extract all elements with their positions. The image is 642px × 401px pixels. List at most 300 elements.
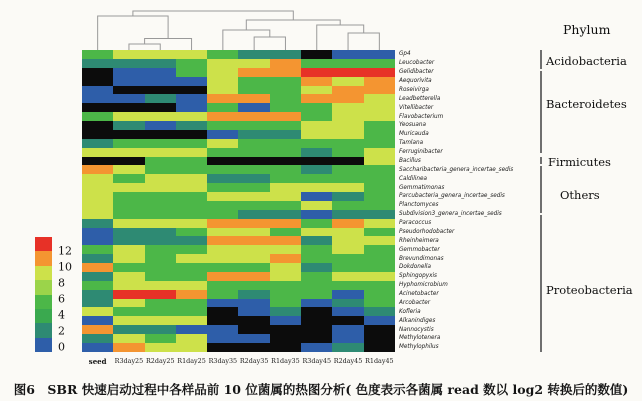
heatmap-cell xyxy=(238,334,269,343)
heatmap-cell xyxy=(301,334,332,343)
heatmap-cell xyxy=(238,272,269,281)
heatmap-cell xyxy=(207,68,238,77)
heatmap-row-Pseudorhodobacter xyxy=(82,228,395,237)
heatmap-cell xyxy=(207,325,238,334)
heatmap-cell xyxy=(145,236,176,245)
row-label-Rheinheimera: Rheinheimera xyxy=(399,237,439,244)
heatmap-cell xyxy=(238,165,269,174)
heatmap-cell xyxy=(332,281,363,290)
heatmap-cell xyxy=(113,316,144,325)
heatmap-cell xyxy=(301,272,332,281)
heatmap-cell xyxy=(207,165,238,174)
legend-band xyxy=(35,295,52,309)
heatmap-cell xyxy=(364,228,395,237)
heatmap-cell xyxy=(82,130,113,139)
heatmap-cell xyxy=(270,236,301,245)
heatmap-cell xyxy=(364,316,395,325)
heatmap-cell xyxy=(301,68,332,77)
heatmap-cell xyxy=(113,254,144,263)
heatmap-cell xyxy=(332,86,363,95)
heatmap-cell xyxy=(364,343,395,352)
heatmap-cell xyxy=(82,245,113,254)
row-label-Muricauda: Muricauda xyxy=(399,131,429,138)
heatmap-cell xyxy=(176,183,207,192)
heatmap-cell xyxy=(207,183,238,192)
row-label-Brevundimonas: Brevundimonas xyxy=(399,255,444,262)
heatmap-cell xyxy=(176,121,207,130)
heatmap-cell xyxy=(301,201,332,210)
heatmap-row-Yeosuana xyxy=(82,121,395,130)
heatmap-cell xyxy=(176,245,207,254)
heatmap-cell xyxy=(301,228,332,237)
heatmap-cell xyxy=(82,157,113,166)
heatmap-cell xyxy=(238,59,269,68)
heatmap-cell xyxy=(113,139,144,148)
heatmap-cell xyxy=(207,334,238,343)
column-label-R3day45: R3day45 xyxy=(302,357,332,365)
phylum-label-proteobacteria: Proteobacteria xyxy=(546,283,633,297)
heatmap-cell xyxy=(238,228,269,237)
legend-tick-4: 4 xyxy=(58,308,65,322)
column-label-R2day45: R2day45 xyxy=(333,357,363,365)
heatmap-cell xyxy=(238,121,269,130)
column-label-R3day35: R3day35 xyxy=(208,357,238,365)
heatmap-cell xyxy=(364,281,395,290)
heatmap-cell xyxy=(301,165,332,174)
heatmap-cell xyxy=(364,86,395,95)
heatmap-cell xyxy=(332,307,363,316)
heatmap-row-Rheinheimera xyxy=(82,236,395,245)
heatmap-cell xyxy=(364,192,395,201)
heatmap-row-Dokdonella xyxy=(82,263,395,272)
heatmap-cell xyxy=(145,219,176,228)
heatmap-cell xyxy=(270,254,301,263)
heatmap-cell xyxy=(82,281,113,290)
heatmap-cell xyxy=(238,245,269,254)
heatmap-cell xyxy=(332,77,363,86)
heatmap-cell xyxy=(176,236,207,245)
row-label-Arcobacter: Arcobacter xyxy=(399,299,431,306)
heatmap-cell xyxy=(145,68,176,77)
heatmap-cell xyxy=(238,210,269,219)
heatmap-cell xyxy=(332,325,363,334)
heatmap-cell xyxy=(82,263,113,272)
heatmap-cell xyxy=(82,254,113,263)
heatmap-cell xyxy=(301,290,332,299)
heatmap-cell xyxy=(82,59,113,68)
heatmap-cell xyxy=(207,236,238,245)
phylum-label-firmicutes: Firmicutes xyxy=(548,155,611,169)
heatmap-cell xyxy=(238,201,269,210)
heatmap-cell xyxy=(113,121,144,130)
heatmap-cell xyxy=(113,228,144,237)
heatmap-cell xyxy=(82,103,113,112)
heatmap-cell xyxy=(176,201,207,210)
heatmap-row-Flavobacterium xyxy=(82,112,395,121)
heatmap-cell xyxy=(332,316,363,325)
heatmap-cell xyxy=(82,343,113,352)
heatmap-cell xyxy=(113,325,144,334)
bracket-segment xyxy=(540,157,542,164)
heatmap-cell xyxy=(270,183,301,192)
heatmap-cell xyxy=(364,325,395,334)
heatmap-cell xyxy=(238,77,269,86)
heatmap-cell xyxy=(145,148,176,157)
heatmap-row-Sphingopyxis xyxy=(82,272,395,281)
row-label-Ferruginibacter: Ferruginibacter xyxy=(399,149,443,156)
heatmap-cell xyxy=(270,219,301,228)
heatmap-cell xyxy=(82,86,113,95)
heatmap-cell xyxy=(176,228,207,237)
heatmap-cell xyxy=(301,157,332,166)
heatmap-row-Caldilinea xyxy=(82,174,395,183)
heatmap-cell xyxy=(332,228,363,237)
heatmap-cell xyxy=(301,263,332,272)
heatmap-cell xyxy=(332,245,363,254)
heatmap-cell xyxy=(176,263,207,272)
heatmap-row-Parcubacteria_genera_incertae_sedis xyxy=(82,192,395,201)
heatmap-cell xyxy=(176,219,207,228)
heatmap-cell xyxy=(301,245,332,254)
heatmap-row-Gp4 xyxy=(82,50,395,59)
heatmap-cell xyxy=(82,121,113,130)
heatmap-cell xyxy=(270,281,301,290)
heatmap-cell xyxy=(82,325,113,334)
phylum-label-bacteroidetes: Bacteroidetes xyxy=(546,97,627,111)
heatmap-cell xyxy=(82,210,113,219)
heatmap-cell xyxy=(332,174,363,183)
heatmap-cell xyxy=(301,174,332,183)
row-label-Gp4: Gp4 xyxy=(399,51,411,58)
genus-row-labels xyxy=(399,50,544,352)
heatmap-cell xyxy=(332,112,363,121)
heatmap-cell xyxy=(113,219,144,228)
heatmap-cell xyxy=(238,325,269,334)
heatmap-cell xyxy=(332,201,363,210)
heatmap-cell xyxy=(364,130,395,139)
heatmap-cell xyxy=(176,325,207,334)
heatmap-cell xyxy=(270,86,301,95)
heatmap-cell xyxy=(332,236,363,245)
heatmap-cell xyxy=(270,299,301,308)
heatmap-cell xyxy=(145,245,176,254)
heatmap-cell xyxy=(207,228,238,237)
heatmap-cell xyxy=(364,201,395,210)
heatmap-row-Methylophilus xyxy=(82,343,395,352)
heatmap-cell xyxy=(113,343,144,352)
heatmap-cell xyxy=(332,50,363,59)
heatmap-cell xyxy=(176,192,207,201)
heatmap-cell xyxy=(270,228,301,237)
row-label-Planctomyces: Planctomyces xyxy=(399,202,439,209)
heatmap-cell xyxy=(145,201,176,210)
row-label-Dokdonella: Dokdonella xyxy=(399,264,431,271)
heatmap-cell xyxy=(270,103,301,112)
heatmap-cell xyxy=(113,77,144,86)
heatmap-row-Bacillus xyxy=(82,157,395,166)
heatmap-cell xyxy=(145,77,176,86)
heatmap-row-Vitellibacter xyxy=(82,103,395,112)
heatmap-cell xyxy=(82,192,113,201)
heatmap-cell xyxy=(238,94,269,103)
heatmap-cell xyxy=(113,68,144,77)
column-label-seed: seed xyxy=(88,357,107,366)
heatmap-cell xyxy=(207,86,238,95)
heatmap-cell xyxy=(113,210,144,219)
heatmap-row-Roseivirga xyxy=(82,86,395,95)
legend-tick-2: 2 xyxy=(58,324,65,338)
heatmap-cell xyxy=(113,307,144,316)
heatmap-cell xyxy=(238,148,269,157)
heatmap-cell xyxy=(270,139,301,148)
heatmap-cell xyxy=(207,245,238,254)
heatmap-cell xyxy=(301,86,332,95)
heatmap-cell xyxy=(301,192,332,201)
heatmap-row-Acinetobacter xyxy=(82,290,395,299)
heatmap-cell xyxy=(176,139,207,148)
heatmap-cell xyxy=(113,272,144,281)
heatmap-cell xyxy=(145,139,176,148)
heatmap-cell xyxy=(176,281,207,290)
row-label-Tamlana: Tamlana xyxy=(399,140,424,147)
heatmap-cell xyxy=(332,263,363,272)
heatmap-cell xyxy=(82,228,113,237)
heatmap-cell xyxy=(145,272,176,281)
legend-band xyxy=(35,323,52,337)
heatmap-cell xyxy=(82,139,113,148)
heatmap-cell xyxy=(270,174,301,183)
legend-band xyxy=(35,266,52,280)
heatmap-cell xyxy=(238,299,269,308)
bracket-segment xyxy=(540,166,542,213)
heatmap-cell xyxy=(176,59,207,68)
heatmap-cell xyxy=(207,157,238,166)
heatmap-cell xyxy=(364,299,395,308)
heatmap-cell xyxy=(332,334,363,343)
heatmap-cell xyxy=(301,343,332,352)
heatmap-cell xyxy=(145,112,176,121)
legend-band xyxy=(35,309,52,323)
heatmap-cell xyxy=(207,103,238,112)
heatmap-cell xyxy=(207,307,238,316)
heatmap-cell xyxy=(332,121,363,130)
heatmap-cell xyxy=(364,174,395,183)
legend-band xyxy=(35,251,52,265)
heatmap-cell xyxy=(145,121,176,130)
heatmap-cell xyxy=(364,50,395,59)
heatmap-cell xyxy=(113,130,144,139)
heatmap-cell xyxy=(332,148,363,157)
row-label-Kofleria: Kofleria xyxy=(399,308,421,315)
heatmap-row-Nannocystis xyxy=(82,325,395,334)
heatmap-cell xyxy=(364,183,395,192)
heatmap-cell xyxy=(332,219,363,228)
phylum-label-acidobacteria: Acidobacteria xyxy=(546,54,627,68)
heatmap-row-Arcobacter xyxy=(82,299,395,308)
heatmap-cell xyxy=(82,307,113,316)
heatmap-cell xyxy=(270,334,301,343)
heatmap-cell xyxy=(82,68,113,77)
heatmap-cell xyxy=(145,192,176,201)
heatmap-cell xyxy=(238,130,269,139)
heatmap-cell xyxy=(82,290,113,299)
heatmap-cell xyxy=(238,281,269,290)
heatmap-cell xyxy=(82,236,113,245)
heatmap-cell xyxy=(82,50,113,59)
heatmap-row-Brevundimonas xyxy=(82,254,395,263)
heatmap-row-Paracoccus xyxy=(82,219,395,228)
legend-band xyxy=(35,237,52,251)
bracket-segment xyxy=(540,50,542,69)
heatmap-cell xyxy=(238,112,269,121)
heatmap-cell xyxy=(270,68,301,77)
heatmap-row-Hyphomicrobium xyxy=(82,281,395,290)
heatmap-cell xyxy=(238,343,269,352)
heatmap-cell xyxy=(301,103,332,112)
row-label-Saccharibacteria_genera_incertae_sedis: Saccharibacteria_genera_incertae_sedis xyxy=(399,166,514,173)
heatmap-cell xyxy=(145,103,176,112)
heatmap-cell xyxy=(82,77,113,86)
heatmap-cell xyxy=(270,148,301,157)
heatmap-cell xyxy=(82,219,113,228)
heatmap-cell xyxy=(301,316,332,325)
heatmap-cell xyxy=(82,334,113,343)
heatmap-row-Kofleria xyxy=(82,307,395,316)
heatmap-cell xyxy=(145,50,176,59)
heatmap-cell xyxy=(301,210,332,219)
heatmap-cell xyxy=(145,343,176,352)
heatmap-cell xyxy=(364,121,395,130)
heatmap-cell xyxy=(207,263,238,272)
heatmap-cell xyxy=(207,254,238,263)
heatmap-cell xyxy=(270,94,301,103)
heatmap-cell xyxy=(207,77,238,86)
heatmap-cell xyxy=(364,148,395,157)
heatmap-cell xyxy=(270,112,301,121)
heatmap-cell xyxy=(113,263,144,272)
heatmap-cell xyxy=(176,343,207,352)
heatmap-cell xyxy=(270,325,301,334)
legend-tick-6: 6 xyxy=(58,292,65,306)
heatmap-cell xyxy=(238,219,269,228)
heatmap-cell xyxy=(332,68,363,77)
row-label-Nannocystis: Nannocystis xyxy=(399,326,434,333)
heatmap-row-Methylotenera xyxy=(82,334,395,343)
heatmap-cell xyxy=(238,263,269,272)
row-label-Bacillus: Bacillus xyxy=(399,157,421,164)
heatmap-cell xyxy=(207,201,238,210)
heatmap-cell xyxy=(145,130,176,139)
heatmap-cell xyxy=(238,174,269,183)
heatmap-cell xyxy=(113,192,144,201)
heatmap-cell xyxy=(301,183,332,192)
heatmap-cell xyxy=(82,174,113,183)
heatmap-cell xyxy=(207,316,238,325)
heatmap-cell xyxy=(364,157,395,166)
heatmap-cell xyxy=(301,50,332,59)
heatmap-row-Ferruginibacter xyxy=(82,148,395,157)
heatmap-cell xyxy=(301,236,332,245)
heatmap-cell xyxy=(113,94,144,103)
heatmap-row-Subdivision3_genera_incertae_sedis xyxy=(82,210,395,219)
heatmap-cell xyxy=(301,121,332,130)
heatmap-cell xyxy=(145,228,176,237)
heatmap-cell xyxy=(176,210,207,219)
heatmap-cell xyxy=(238,50,269,59)
heatmap-cell xyxy=(176,148,207,157)
heatmap-cell xyxy=(82,299,113,308)
heatmap-cell xyxy=(113,201,144,210)
heatmap-cell xyxy=(332,157,363,166)
column-label-R3day25: R3day25 xyxy=(114,357,144,365)
heatmap-cell xyxy=(113,299,144,308)
heatmap-cell xyxy=(176,334,207,343)
heatmap-cell xyxy=(145,183,176,192)
heatmap-cell xyxy=(207,219,238,228)
heatmap-cell xyxy=(238,307,269,316)
column-label-R2day35: R2day35 xyxy=(239,357,269,365)
heatmap-cell xyxy=(238,254,269,263)
row-label-Leucobacter: Leucobacter xyxy=(399,60,435,67)
heatmap-cell xyxy=(145,290,176,299)
heatmap-row-Aequorivita xyxy=(82,77,395,86)
heatmap-cell xyxy=(176,272,207,281)
heatmap-cell xyxy=(301,307,332,316)
heatmap-cell xyxy=(332,254,363,263)
heatmap-cell xyxy=(332,272,363,281)
heatmap-cell xyxy=(332,290,363,299)
heatmap-cell xyxy=(113,236,144,245)
heatmap-cell xyxy=(113,59,144,68)
heatmap-cell xyxy=(332,210,363,219)
heatmap-cell xyxy=(145,325,176,334)
heatmap-cell xyxy=(332,343,363,352)
heatmap-row-Leucobacter xyxy=(82,59,395,68)
heatmap-cell xyxy=(364,245,395,254)
heatmap-cell xyxy=(113,148,144,157)
row-label-Yeosuana: Yeosuana xyxy=(399,122,426,129)
heatmap-cell xyxy=(176,130,207,139)
heatmap-row-Planctomyces xyxy=(82,201,395,210)
row-label-Vitellibacter: Vitellibacter xyxy=(399,104,434,111)
heatmap-cell xyxy=(207,112,238,121)
heatmap-grid xyxy=(82,50,395,352)
heatmap-cell xyxy=(364,103,395,112)
column-label-R1day25: R1day25 xyxy=(177,357,206,365)
heatmap-cell xyxy=(113,183,144,192)
heatmap-cell xyxy=(364,165,395,174)
heatmap-cell xyxy=(113,245,144,254)
heatmap-cell xyxy=(270,201,301,210)
heatmap-cell xyxy=(332,183,363,192)
legend-tick-10: 10 xyxy=(58,260,72,274)
heatmap-cell xyxy=(332,103,363,112)
heatmap-cell xyxy=(238,86,269,95)
heatmap-cell xyxy=(364,139,395,148)
heatmap-cell xyxy=(332,299,363,308)
phylum-header: Phylum xyxy=(563,22,611,37)
heatmap-cell xyxy=(270,316,301,325)
heatmap-cell xyxy=(364,210,395,219)
heatmap-cell xyxy=(176,112,207,121)
heatmap-cell xyxy=(207,299,238,308)
heatmap-cell xyxy=(270,50,301,59)
heatmap-cell xyxy=(238,103,269,112)
heatmap-cell xyxy=(145,157,176,166)
legend-tick-0: 0 xyxy=(58,340,65,354)
heatmap-cell xyxy=(176,103,207,112)
heatmap-cell xyxy=(176,86,207,95)
